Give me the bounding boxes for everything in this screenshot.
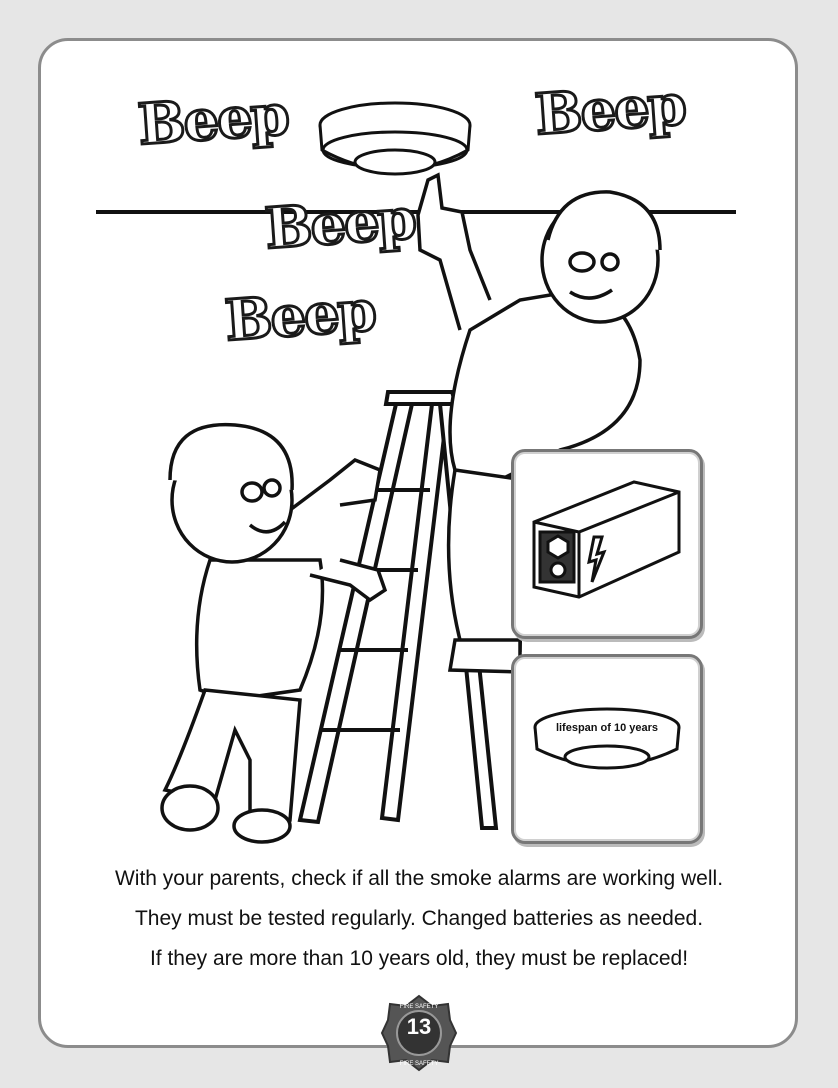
page-number-badge [380, 994, 458, 1072]
beep-text-2: Beep [532, 71, 687, 149]
beep-text-1: Beep [135, 81, 290, 159]
smoke-alarm-panel [511, 654, 703, 844]
beep-text-4: Beep [222, 277, 377, 355]
badge-bottom-text: FIRE SAFETY [399, 1061, 439, 1067]
badge-top-text: FIRE SAFETY [399, 1004, 439, 1010]
smoke-alarm-icon [514, 657, 700, 841]
beep-text-3: Beep [262, 185, 417, 263]
page-number: 13 [406, 1014, 432, 1039]
caption-line-2: They must be tested regularly. Changed batteries as needed. [134, 907, 704, 930]
lifespan-label: lifespan of 10 years [555, 722, 659, 734]
battery-panel [511, 449, 703, 639]
battery-icon [514, 452, 700, 636]
caption-line-3: If they are more than 10 years old, they must be replaced! [149, 947, 689, 970]
ceiling-smoke-alarm-icon [320, 103, 470, 174]
caption-line-1: With your parents, check if all the smoke alarms are working well. [114, 867, 724, 890]
